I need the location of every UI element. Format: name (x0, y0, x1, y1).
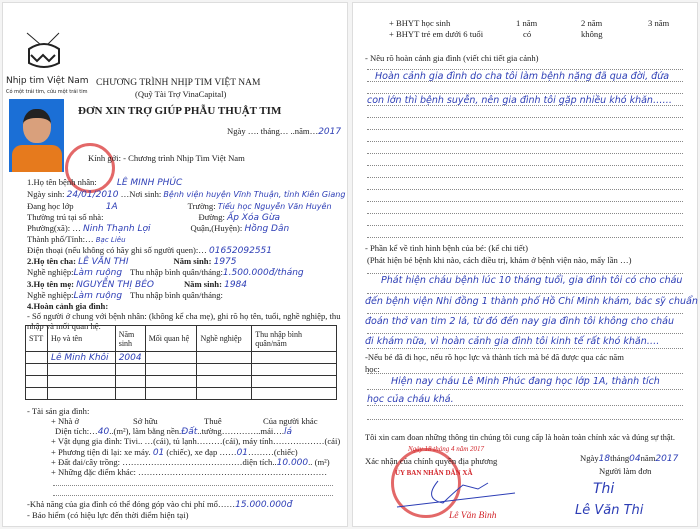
column-header: STT (26, 326, 48, 352)
table-cell (197, 364, 252, 376)
dotted-line (367, 373, 683, 374)
label: ..(m²), làm bằng nền. (109, 426, 182, 436)
dotted-line (53, 485, 333, 486)
label: + Nhà ở (51, 416, 80, 426)
option-3-years: 3 năm (648, 18, 670, 28)
table-cell: 2004 (115, 352, 145, 364)
option-1-year: 1 năm (516, 18, 538, 28)
circumstance-line: con lớn thì bệnh suyễn, nên gia đình tôi gặp nhiều khó khăn…… (367, 95, 672, 106)
circumstance-label: - Nêu rõ hoàn cảnh gia đình (viết chi tiết gia cảnh) (365, 53, 539, 63)
table-cell (145, 364, 197, 376)
dotted-line (367, 69, 683, 70)
house-area: 40 (97, 427, 110, 437)
label: Quận,(Huyện): (190, 223, 243, 233)
table-cell (47, 364, 115, 376)
table-row (26, 376, 337, 388)
confirm-date: Ngày 18 tháng 4 năm 2017 (408, 445, 485, 453)
patient-district: Hồng Dân (244, 224, 290, 234)
label: Trường: (187, 201, 216, 211)
logo-slogan: Có một trái tim, cứu một trái tim (6, 89, 88, 95)
house-floor: Đất (181, 427, 198, 437)
table-cell (47, 376, 115, 388)
table-cell (26, 364, 48, 376)
dotted-line (367, 237, 683, 238)
applicant-label: Người làm đơn (599, 466, 652, 476)
label: Đang học lớp (27, 201, 74, 211)
sign-day: 18 (598, 454, 611, 464)
column-header: Thu nhập bình quân/năm (252, 326, 337, 352)
father-income: 1.500.000đ/tháng (222, 268, 304, 278)
label: Ngày …. tháng… ..năm… (227, 126, 319, 136)
label: Sở hữu (133, 416, 158, 426)
school-line: học của cháu khá. (367, 394, 454, 405)
table-cell (115, 388, 145, 400)
dotted-line (367, 405, 683, 406)
pledge: Tôi xin cam đoan những thông tin chúng tôi cung cấp là hoàn toàn chính xác và đúng sự thật. (365, 433, 675, 442)
dotted-line (367, 141, 683, 142)
contribution-amount: 15.000.000đ (235, 500, 293, 510)
dotted-line (367, 348, 683, 349)
label: (chiếc), xe đạp …… (166, 447, 237, 457)
dotted-line (367, 189, 683, 190)
label: Thường trú tại số nhà: (27, 212, 104, 222)
logo-name: Nhịp tim Việt Nam (6, 76, 89, 86)
table-cell (145, 388, 197, 400)
dotted-line (367, 117, 683, 118)
patient-city: Bạc Liêu (95, 236, 126, 244)
option-no: không (581, 29, 603, 39)
application-page-1 (2, 2, 348, 527)
dotted-line (367, 153, 683, 154)
dotted-line (367, 419, 683, 420)
dotted-line (367, 273, 683, 274)
motorbike-count: 01 (152, 448, 165, 458)
insurance-heading: - Bảo hiểm (có hiệu lực đến thời điểm hiện tại) (27, 510, 189, 520)
illness-hint: (Phát hiện bé bệnh khi nào, cách điều trị, khám ở bệnh viện nào, mấy lần …) (367, 255, 632, 265)
label: …Nơi sinh: (120, 189, 162, 199)
label: ………(chiếc) (248, 447, 298, 457)
bhyt-student: + BHYT học sinh (389, 18, 451, 28)
table-cell (115, 364, 145, 376)
column-header: Họ và tên (47, 326, 115, 352)
table-cell (26, 376, 48, 388)
label: Ngày sinh: (27, 189, 65, 199)
table-cell (252, 352, 337, 364)
patient-street: Ấp Xóa Gừa (227, 213, 281, 223)
school-label: học: (365, 364, 380, 374)
label: + Phương tiện đi lại: xe máy. (51, 447, 151, 457)
table-row (26, 364, 337, 376)
label: tháng (610, 453, 630, 463)
table-cell (252, 364, 337, 376)
label: Thu nhập bình quân/tháng: (130, 290, 223, 300)
dotted-line (367, 225, 683, 226)
official-name: Lê Văn Bình (449, 511, 497, 521)
household-goods: + Vật dụng gia đình: Tivi.. …(cái), tủ lạnh………(cái), máy tính………………(cái) (51, 436, 341, 446)
dotted-line (367, 313, 683, 314)
confirm-label: Xác nhận của chính quyền địa phương (365, 456, 498, 466)
mother-job: Làm ruộng (73, 291, 123, 301)
illness-line: Phát hiện cháu bệnh lúc 10 tháng tuổi, gia đình tôi có cho cháu (381, 275, 683, 286)
dotted-line (367, 389, 683, 390)
form-date (227, 126, 341, 137)
label: năm (640, 453, 656, 463)
applicant-name: Lê Văn Thi (575, 503, 644, 518)
patient-name: LÊ MINH PHÚC (116, 178, 183, 188)
sponsor: (Quỹ Tài Trợ VinaCapital) (135, 89, 227, 99)
household-table (25, 325, 337, 400)
bhyt-child: + BHYT trẻ em dưới 6 tuổi (389, 29, 484, 39)
dotted-line (53, 495, 333, 496)
table-row (26, 352, 337, 364)
label: 3.Họ tên mẹ: (27, 279, 75, 289)
table-cell (197, 388, 252, 400)
table-cell (252, 376, 337, 388)
patient-ward: Ninh Thạnh Lợi (83, 224, 151, 234)
label: Của người khác (263, 416, 318, 426)
official-signature-icon (393, 479, 523, 509)
stamp-text: ỦY BAN NHÂN DÂN XÃ (395, 469, 473, 477)
option-yes: có (523, 29, 532, 39)
bicycle-count: 01 (236, 448, 249, 458)
patient-school: Tiểu học Nguyễn Văn Huyên (217, 202, 332, 211)
sign-month: 04 (629, 454, 641, 464)
patient-class: 1A (105, 202, 118, 212)
column-header: Nghề nghiệp (197, 326, 252, 352)
label: Thành phố/Tỉnh:… (27, 234, 94, 244)
table-cell (197, 352, 252, 364)
table-cell (26, 352, 48, 364)
table-cell (47, 388, 115, 400)
patient-photo (9, 99, 64, 172)
column-header: Năm sinh (115, 326, 145, 352)
house-roof: lá (284, 427, 293, 437)
family-note: - Số người ở chung với bệnh nhân: (không kể cha mẹ), ghi rõ họ tên, tuổi, nghề nghiệp, thu (27, 311, 341, 321)
father-year: 1975 (213, 257, 237, 267)
table-row (26, 388, 337, 400)
school-line: Hiện nay cháu Lê Minh Phúc đang học lớp 1A, thành tích (391, 376, 660, 387)
option-2-years: 2 năm (581, 18, 603, 28)
family-note: nhập và mối quan hệ. (27, 321, 101, 331)
illness-line: đến bệnh viện Nhi đồng 1 thành phố Hồ Chí Minh khám, bác sỹ chuẩn (365, 296, 698, 307)
dotted-line (367, 165, 683, 166)
label: Thuê (204, 416, 222, 426)
label: Điện thoại (nếu không có hãy ghi số người quen):… (27, 245, 207, 255)
table-cell: Lê Minh Khôi (47, 352, 115, 364)
father-name: LÊ VĂN THI (78, 257, 129, 267)
label: Thu nhập bình quân/tháng: (130, 267, 223, 277)
table-cell (252, 388, 337, 400)
logo-icon (23, 31, 65, 78)
illness-line: đi khám nữa, vì hoàn cảnh gia đình tôi kinh tế rất khó khăn…. (365, 336, 660, 347)
dotted-line (367, 177, 683, 178)
label: 2.Họ tên cha: (27, 256, 76, 266)
dotted-line (367, 129, 683, 130)
label: Năm sinh: (183, 279, 222, 289)
table-cell (115, 376, 145, 388)
other-features: + Những đặc điểm khác: ………………………………………………………… (51, 467, 328, 477)
label: Diện tích:… (55, 426, 98, 436)
dotted-line (367, 93, 683, 94)
father-job: Làm ruộng (73, 268, 123, 278)
table-cell (145, 352, 197, 364)
land-area: 10.000 (276, 458, 309, 468)
column-header: Mối quan hệ (145, 326, 197, 352)
label: Nghề nghiệp: (27, 267, 74, 277)
applicant-signature: Thi (593, 481, 615, 497)
table-cell (145, 376, 197, 388)
patient-phone: 01652092551 (209, 246, 273, 256)
mother-name: NGUYỄN THỊ BÉO (76, 280, 154, 290)
label: Nghề nghiệp: (27, 290, 74, 300)
program-title: CHƯƠNG TRÌNH NHỊP TIM VIỆT NAM (96, 78, 261, 88)
salutation: Kính gởi: - Chương trình Nhịp Tim Việt Nam (88, 153, 245, 163)
patient-dob: 24/01/2010 (66, 190, 119, 200)
label: Năm sinh: (173, 256, 212, 266)
application-page-2 (352, 2, 698, 527)
illness-line: đoán thở van tim 2 lá, từ đó đến nay gia đình tôi không cho cháu (365, 316, 675, 327)
form-title: ĐƠN XIN TRỢ GIÚP PHẪU THUẬT TIM (78, 105, 282, 117)
illness-label: - Phần kể về tình hình bệnh của bé: (kể chi tiết) (365, 243, 528, 253)
label: -Khả năng của gia đình có thể đóng góp vào chi phí mổ…… (27, 499, 236, 509)
dotted-line (367, 293, 683, 294)
mother-year: 1984 (224, 280, 247, 290)
label: ..tường…………..mái…. (197, 426, 285, 436)
school-label: -Nếu bé đã đi học, nếu rõ học lực và thành tích mà bé đã được qua các năm (365, 352, 624, 362)
label: 1.Họ tên bệnh nhân: (27, 177, 97, 187)
family-heading: 4.Hoàn cảnh gia đình: (27, 301, 109, 311)
label: .. (m²) (308, 457, 330, 467)
dotted-line (367, 213, 683, 214)
patient-birthplace: Bệnh viện huyện Vĩnh Thuận, tỉnh Kiên Giang (163, 190, 346, 199)
circumstance-line: Hoàn cảnh gia đình do cha tôi làm bệnh nặng đã qua đời, đứa (375, 71, 670, 82)
table-cell (197, 376, 252, 388)
table-cell (26, 388, 48, 400)
label: Ngày (580, 453, 599, 463)
label: Phường(xã): … (27, 223, 81, 233)
label: + Đất đai/cây trồng: ……………………………………diện tích.. (51, 457, 277, 467)
assets-heading: - Tài sản gia đình: (27, 406, 90, 416)
sign-year: 2017 (655, 454, 679, 464)
form-year: 2017 (318, 127, 342, 137)
label: Đường: (198, 212, 225, 222)
dotted-line (367, 201, 683, 202)
dotted-line (367, 333, 683, 334)
